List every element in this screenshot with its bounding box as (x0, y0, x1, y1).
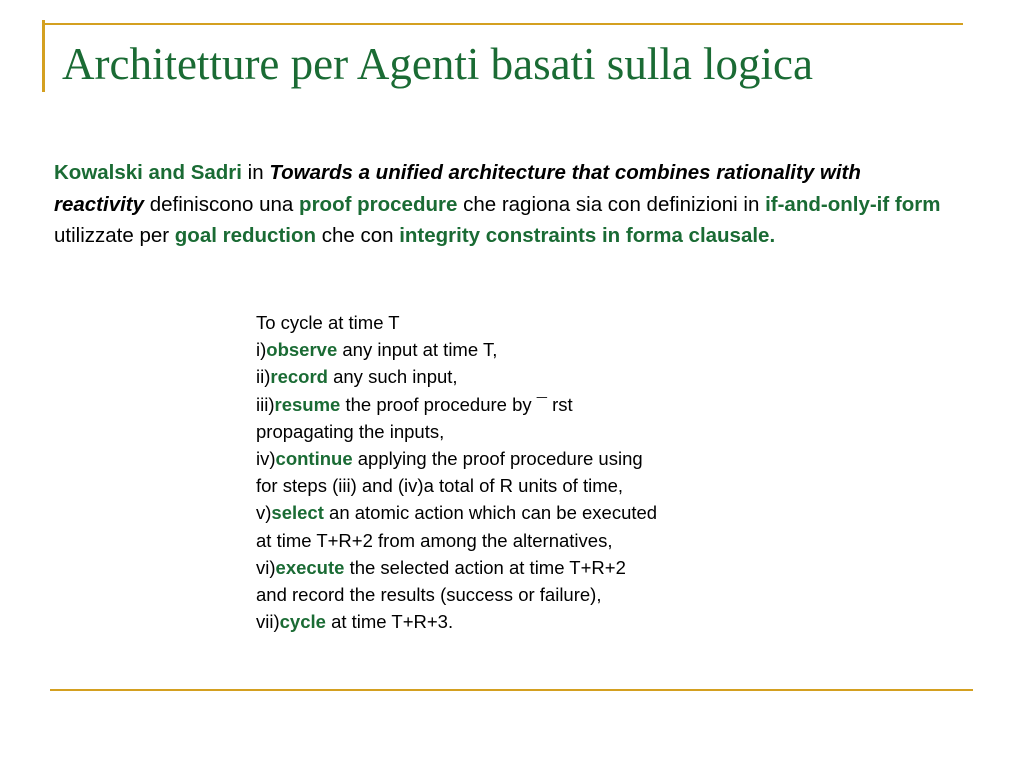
cycle-line (256, 445, 776, 472)
cycle-text: an atomic action which can be executed (323, 502, 658, 524)
intro-text: che ragiona sia con definizioni in (457, 192, 766, 216)
cycle-text: and record the results (success or failure), (256, 584, 602, 606)
cycle-line (256, 554, 776, 581)
cycle-text: propagating the inputs, (256, 420, 445, 442)
cycle-line (256, 472, 776, 499)
cycle-text: the proof procedure by ¯ rst (340, 393, 573, 415)
bottom-accent-line (50, 689, 973, 691)
left-accent-line (42, 20, 45, 92)
step-number: v) (256, 502, 272, 524)
step-number: iv) (256, 448, 276, 470)
step-keyword: select (271, 502, 324, 524)
intro-text: che con (316, 224, 400, 247)
top-accent-line (42, 23, 963, 25)
step-keyword: execute (275, 556, 345, 578)
intro-text: in (241, 161, 270, 184)
iff-form-term: if-and-only-if form (765, 192, 941, 216)
cycle-text: the selected action at time T+R+2 (344, 556, 626, 578)
cycle-line (256, 336, 776, 363)
goal-reduction-term: goal reduction (174, 224, 317, 247)
step-keyword: cycle (279, 611, 326, 633)
cycle-line (256, 581, 776, 608)
cycle-line (256, 608, 776, 635)
intro-paragraph (54, 157, 954, 252)
step-number: ii) (256, 366, 271, 388)
paper-title: Towards a unified architecture that combines rationality with reactivity (54, 161, 861, 216)
step-keyword: continue (275, 448, 353, 470)
cycle-text: at time T+R+2 from among the alternatives, (256, 529, 613, 551)
step-number: i) (256, 339, 267, 361)
cycle-text: any input at time T, (337, 339, 498, 361)
step-keyword: record (270, 366, 328, 388)
cycle-text: applying the proof procedure using (352, 448, 643, 470)
cycle-line (256, 391, 776, 418)
step-number: iii) (256, 393, 275, 415)
step-keyword: observe (266, 339, 338, 361)
integrity-constraints-term: integrity constraints in forma clausale. (399, 224, 776, 247)
step-number: vi) (256, 556, 276, 578)
step-keyword: resume (274, 393, 341, 415)
cycle-text: at time T+R+3. (325, 611, 454, 633)
cycle-algorithm (256, 309, 776, 635)
cycle-line (256, 499, 776, 526)
step-number: vii) (256, 611, 280, 633)
slide-title: Architetture per Agenti basati sulla logica (62, 39, 814, 89)
cycle-text: To cycle at time T (256, 312, 400, 333)
authors-text: Kowalski and Sadri (54, 161, 242, 184)
intro-text: definiscono una (144, 192, 300, 216)
proof-procedure-term: proof procedure (299, 192, 458, 216)
intro-text: utilizzate per (54, 224, 175, 247)
cycle-line (256, 363, 776, 390)
cycle-text: for steps (iii) and (iv)a total of R units of time, (256, 475, 624, 497)
cycle-line (256, 418, 776, 445)
cycle-line (256, 527, 776, 554)
cycle-text: any such input, (327, 366, 458, 388)
cycle-line (256, 309, 776, 336)
